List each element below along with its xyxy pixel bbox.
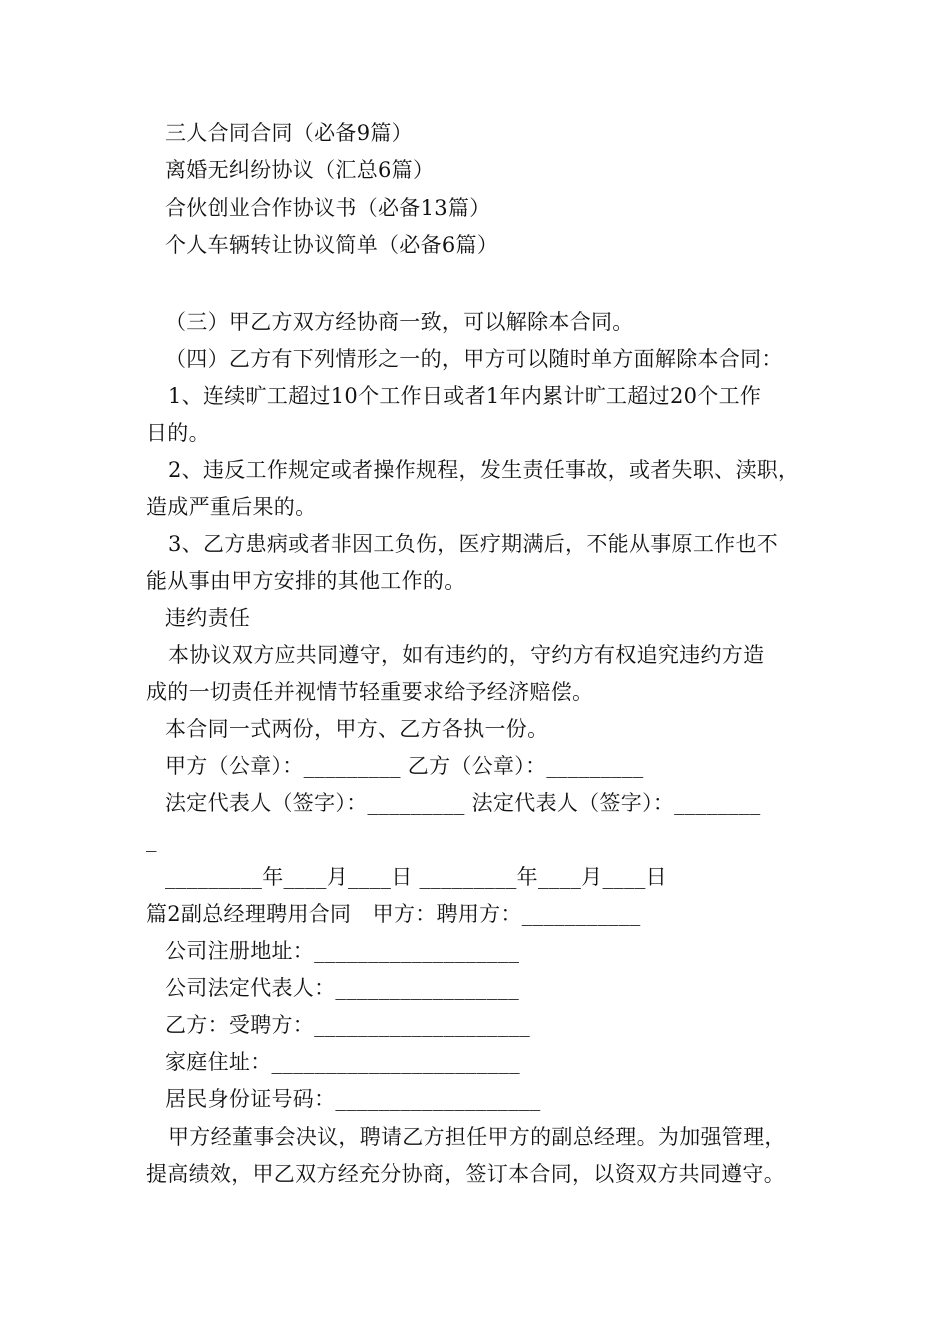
section2-title: 篇2副总经理聘用合同 甲方：聘用方：___________	[146, 902, 641, 926]
breach-line-2: 成的一切责任并视情节轻重要求给予经济赔偿。	[146, 680, 594, 704]
field-id-number: 居民身份证号码：___________________	[165, 1087, 541, 1111]
copies-clause: 本合同一式两份，甲方、乙方各执一份。	[165, 717, 549, 741]
item-3-line-2: 能从事由甲方安排的其他工作的。	[146, 569, 466, 593]
clause-four: （四）乙方有下列情形之一的，甲方可以随时单方面解除本合同：	[165, 347, 783, 371]
item-3-line-1: 3、乙方患病或者非因工负伤，医疗期满后，不能从事原工作也不	[168, 532, 779, 556]
section-heading-breach: 违约责任	[165, 606, 251, 630]
item-2-line-1: 2、违反工作规定或者操作规程，发生责任事故，或者失职、渎职，	[168, 458, 800, 482]
item-2-line-2: 造成严重后果的。	[146, 495, 317, 519]
section2-para-line-1: 甲方经董事会决议，聘请乙方担任甲方的副总经理。为加强管理，	[168, 1125, 786, 1149]
signature-line: 法定代表人（签字）：_________ 法定代表人（签字）：________	[165, 791, 761, 815]
related-link-1[interactable]: 三人合同合同（必备9篇）	[165, 121, 413, 145]
breach-line-1: 本协议双方应共同遵守，如有违约的，守约方有权追究违约方造	[168, 643, 765, 667]
field-company-address: 公司注册地址：___________________	[165, 939, 520, 963]
signature-line-wrap: _	[146, 828, 157, 852]
related-link-4[interactable]: 个人车辆转让协议简单（必备6篇）	[165, 233, 499, 257]
item-1-line-1: 1、连续旷工超过10个工作日或者1年内累计旷工超过20个工作	[168, 384, 762, 408]
related-link-3[interactable]: 合伙创业合作协议书（必备13篇）	[165, 196, 491, 220]
section2-para-line-2: 提高绩效，甲乙双方经充分协商，签订本合同，以资双方共同遵守。	[146, 1162, 785, 1186]
field-party-b: 乙方：受聘方：____________________	[165, 1013, 531, 1037]
seal-line: 甲方（公章）：_________ 乙方（公章）：_________	[165, 754, 644, 778]
related-link-2[interactable]: 离婚无纠纷协议（汇总6篇）	[165, 158, 435, 182]
field-home-address: 家庭住址：_______________________	[165, 1050, 520, 1074]
date-line: _________年____月____日 _________年____月____日	[165, 865, 667, 889]
clause-three: （三）甲乙方双方经协商一致，可以解除本合同。	[165, 310, 634, 334]
field-legal-representative: 公司法定代表人：_________________	[165, 976, 519, 1000]
item-1-line-2: 日的。	[146, 421, 210, 445]
